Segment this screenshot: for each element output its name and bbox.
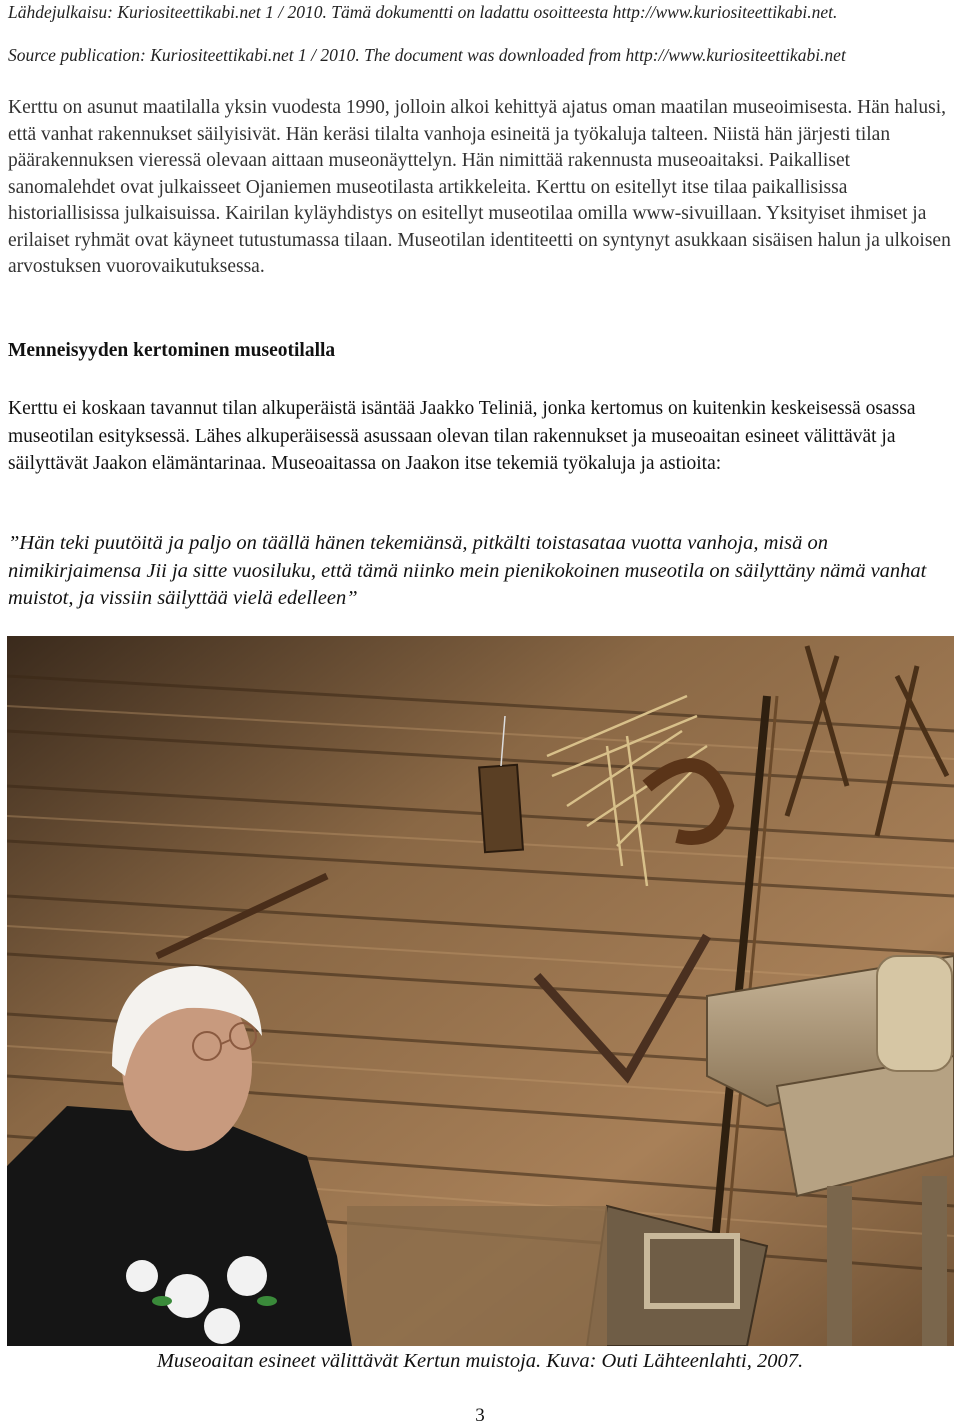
floor-boards bbox=[347, 1206, 607, 1346]
paragraph-jaakko: Kerttu ei koskaan tavannut tilan alkuperäistä isäntää Jaakko Teliniä, jonka kertomus on kuitenkin keskeisessä osassa museotilan esityksessä. Lähes alkuperäisessä asussaan olevan tilan rakennukset ja museoaitan esineet välittävät ja säilyttävät Jaakon elämäntarinaa. Museoaitassa on Jaakon itse tekemiä työkaluja ja astioita: bbox=[8, 398, 916, 474]
interview-quote: ”Hän teki puutöitä ja paljo on täällä hänen tekemiänsä, pitkälti toistasataa vuotta vanhoja, misä on nimikirjaimensa Jii ja sitte vuosiluku, että tämä niinko mein pienikokoinen museotila on säilyttäny nämä vanhat muistot, ja vissiin säilyttää vielä edelleen” bbox=[8, 532, 927, 609]
wooden-bucket bbox=[877, 956, 952, 1071]
source-header-fi: Lähdejulkaisu: Kuriositeettikabi.net 1 / 2010. Tämä dokumentti on ladattu osoitteesta http://www.kuriositeettikabi.net. bbox=[8, 2, 838, 22]
figure-caption: Museoaitan esineet välittävät Kertun muistoja. Kuva: Outi Lähteenlahti, 2007. bbox=[156, 1350, 804, 1372]
section-heading: Menneisyyden kertominen museotilalla bbox=[8, 340, 336, 361]
museum-photo bbox=[7, 636, 954, 1346]
source-header-en: Source publication: Kuriositeettikabi.net 1 / 2010. The document was downloaded from http://www.kuriositeettikabi.net bbox=[8, 45, 846, 65]
paragraph-museum-history: Kerttu on asunut maatilalla yksin vuodesta 1990, jolloin alkoi kehittyä ajatus oman maatilan museoimisesta. Hän halusi, että vanhat rakennukset säilyisivät. Hän keräsi tilalta vanhoja esineitä ja työkaluja talteen. Niistä hän järjesti tilan päärakennuksen vieressä olevaan aittaan museonäyttelyn. Hän nimittää rakennusta museoaitaksi. Paikalliset sanomalehdet ovat julkaisseet Ojaniemen museotilasta artikkeleita. Kerttu on esitellyt itse tilaa paikallisissa historiallisissa julkaisuissa. Kairilan kyläyhdistys on esitellyt museotilaa omilla www-sivuillaan. Yksityiset ihmiset ja erilaiset ryhmät ovat käyneet tutustumassa tilaan. Museotilan identiteetti on syntynyt asukkaan sisäisen halun ja ulkoisen arvostuksen vuorovaikutuksessa. bbox=[8, 97, 951, 277]
page-number: 3 bbox=[475, 1405, 485, 1426]
